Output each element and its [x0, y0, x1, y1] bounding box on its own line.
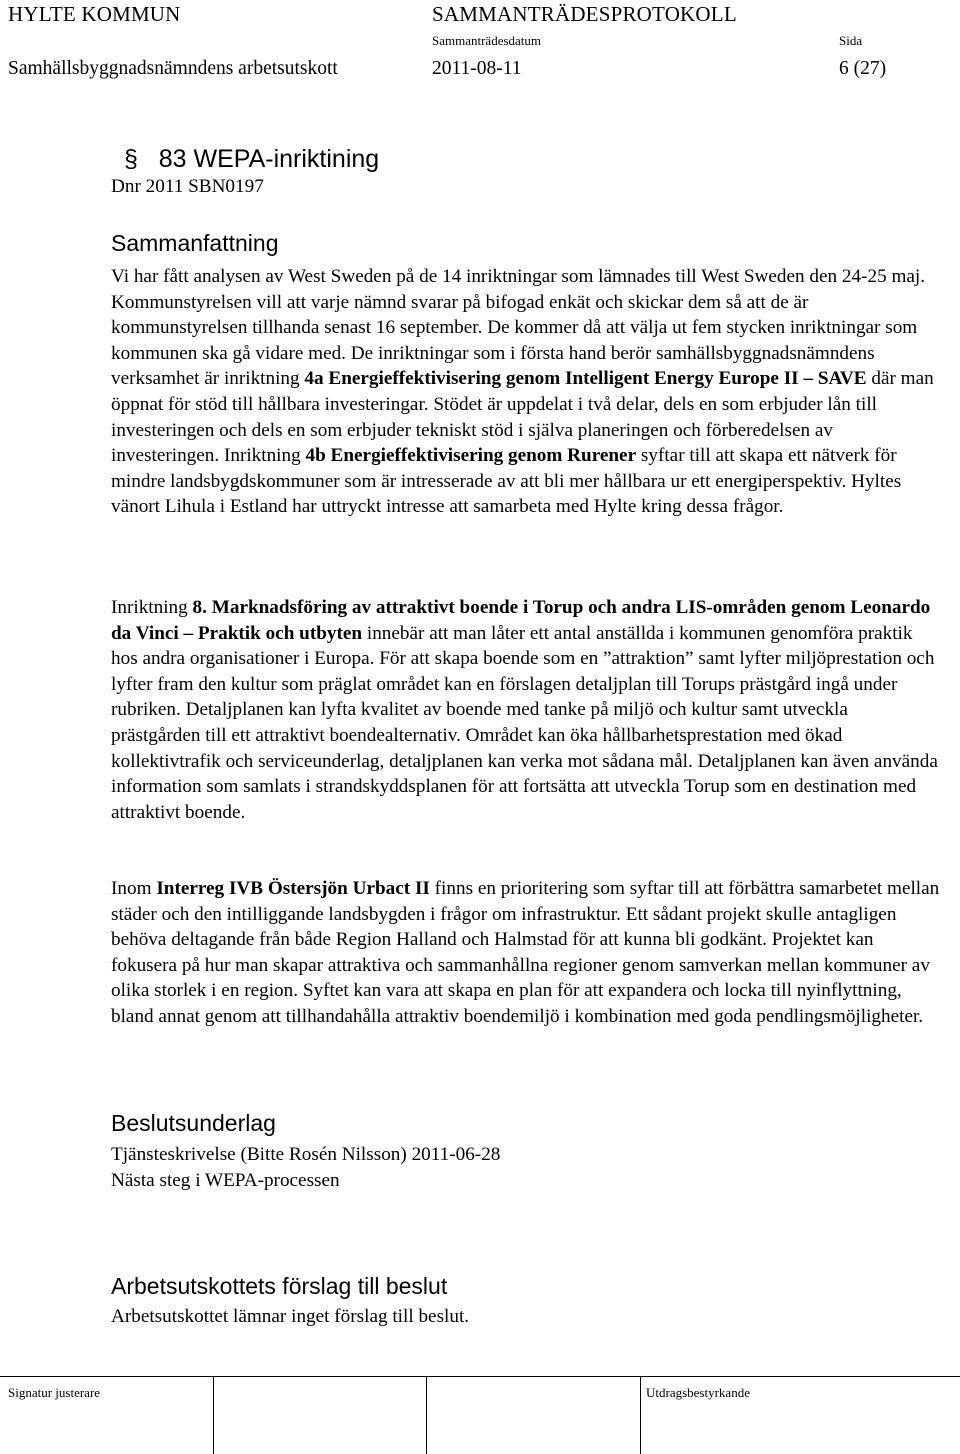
extract-label: Utdragsbestyrkande	[646, 1385, 750, 1400]
footer-divider	[0, 1376, 960, 1377]
page-label: Sida	[839, 33, 863, 48]
page-number: 6 (27)	[839, 58, 887, 79]
proposal-heading: Arbetsutskottets förslag till beslut	[111, 1273, 448, 1299]
summary-heading: Sammanfattning	[111, 230, 279, 256]
summary-paragraph-1: Vi har fått analysen av West Sweden på de 14 inriktningar som lämnades till West Sweden den 24-25 maj. Kommunstyrelsen vill att varje nämnd svarar på bifogad enkät och skickar dem så att de är kommunstyrelsen tillhanda senast 16 september. De kommer då att välja ut fem stycken inriktningar som kommunen ska gå vidare med. De inriktningar som i första hand berör samhällsbyggnadsnämndens verksamhet är inriktning 4a Energieffektivisering genom Intelligent Energy Europe II – SAVE där man öppnat för stöd till hållbara investeringar. Stödet är uppdelat i två delar, dels en som erbjuder lån till investeringen och dels en som erbjuder tekniskt stöd i själva planeringen och förberedelsen av investeringen. Inriktning 4b Energieffektivisering genom Rurener syftar till att skapa ett nätverk för mindre landsbygdskommuner som är intresserade av att bli mer hållbara ur ett energiperspektiv. Hyltes vänort Lihula i Estland har uttryckt intresse att samarbeta med Hylte kring dessa frågor.	[111, 266, 934, 518]
basis-item-2: Nästa steg i WEPA-processen	[111, 1170, 340, 1191]
proposal-text: Arbetsutskottet lämnar inget förslag till beslut.	[111, 1306, 470, 1327]
summary-paragraph-2: Inriktning 8. Marknadsföring av attraktivt boende i Torup och andra LIS-områden genom Leonardo da Vinci – Praktik och utbyten innebär att man låter ett antal anställda i kommunen genomföra praktik hos andra organisationer i Europa. För att skapa boende som en ”attraktion” samt lyfter miljöprestation och lyfter fram den kultur som präglat området kan en förslagen detaljplan till Torups prästgård ingå under rubriken. Detaljplanen kan lyfta kvalitet av boende med tanke på miljö och kultur samt utveckla prästgården till ett attraktivt boendealternativ. Området kan öka hållbarhetsprestation med ökad kollektivtrafik och serviceunderlag, detaljplanen kan verka mot sådana mål. Detaljplanen kan även använda information som samlats i strandskyddsplanen för att fortsätta att utveckla Torup som en destination med attraktivt boende.	[111, 597, 938, 823]
document-type: SAMMANTRÄDESPROTOKOLL	[432, 2, 737, 26]
section-symbol: §	[124, 145, 138, 173]
meeting-date: 2011-08-11	[432, 58, 522, 79]
committee-name: Samhällsbyggnadsnämndens arbetsutskott	[8, 58, 338, 79]
footer-separator-2	[426, 1376, 427, 1454]
footer-separator-3	[640, 1376, 641, 1454]
signature-label: Signatur justerare	[8, 1385, 101, 1400]
diary-number: Dnr 2011 SBN0197	[111, 176, 264, 197]
basis-heading: Beslutsunderlag	[111, 1110, 276, 1136]
item-title	[124, 145, 379, 174]
organization-name: HYLTE KOMMUN	[8, 2, 181, 26]
item-title-text: 83 WEPA-inriktining	[158, 145, 380, 173]
footer	[0, 1376, 960, 1454]
footer-separator-1	[213, 1376, 214, 1454]
date-label: Sammanträdesdatum	[432, 33, 542, 48]
summary-paragraph-3: Inom Interreg IVB Östersjön Urbact II finns en prioritering som syftar till att förbättra samarbetet mellan städer och den intilliggande landsbygden i frågor om infrastruktur. Ett sådant projekt skulle antagligen behöva deltagande från både Region Halland och Halmstad för att kunna bli godkänt. Projektet kan fokusera på hur man skapar attraktiva och sammanhållna regioner genom samverkan mellan kommuner av olika storlek i en region. Syftet kan vara att skapa en plan för att expandera och locka till nyinflyttning, bland annat genom att tillhandahålla attraktiv boendemiljö i kombination med goda pendlingsmöjligheter.	[111, 878, 940, 1027]
basis-item-1: Tjänsteskrivelse (Bitte Rosén Nilsson) 2011-06-28	[111, 1144, 501, 1165]
